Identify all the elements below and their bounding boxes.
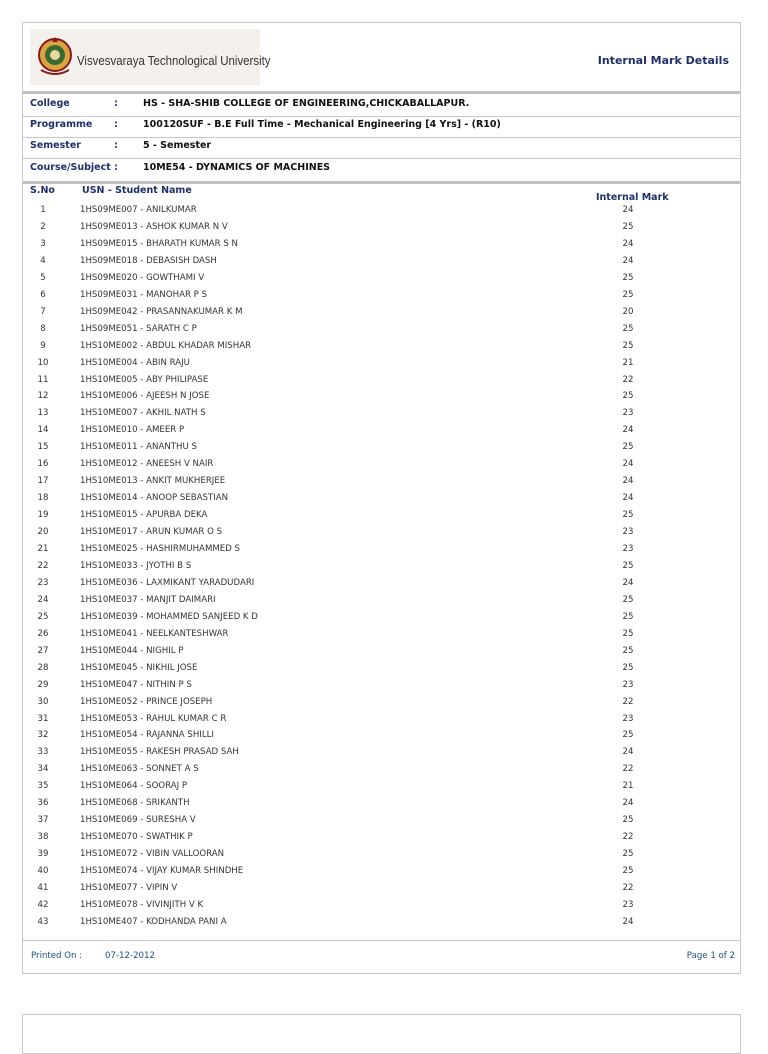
serial-number-cell: 20	[37, 527, 49, 538]
internal-mark-cell: 24	[622, 476, 634, 487]
usn-student-name-cell: 1HS10ME014 - ANOOP SEBASTIAN	[80, 493, 229, 504]
usn-student-name-cell: 1HS10ME078 - VIVINJITH V K	[80, 899, 204, 910]
university-seal-icon	[35, 34, 75, 78]
internal-mark-cell: 22	[622, 696, 634, 707]
serial-number-cell: 34	[37, 764, 49, 775]
serial-number-cell: 15	[37, 442, 49, 453]
table-row	[23, 663, 740, 680]
semester-value: 5 - Semester	[143, 140, 212, 151]
serial-number-cell: 33	[37, 747, 49, 758]
table-row	[23, 646, 740, 663]
internal-mark-cell: 24	[622, 493, 634, 504]
table-row	[23, 544, 740, 561]
serial-number-cell: 38	[37, 832, 49, 843]
usn-student-name-cell: 1HS10ME017 - ARUN KUMAR O S	[80, 527, 223, 538]
table-row	[23, 578, 740, 595]
course-label: Course/Subject :	[30, 162, 118, 173]
serial-number-cell: 2	[40, 221, 46, 232]
row-divider	[23, 116, 740, 117]
table-row	[23, 612, 740, 629]
course-value: 10ME54 - DYNAMICS OF MACHINES	[143, 162, 331, 173]
table-row	[23, 290, 740, 307]
table-top-divider	[23, 181, 740, 184]
table-row	[23, 764, 740, 781]
usn-student-name-cell: 1HS10ME007 - AKHIL NATH S	[80, 408, 206, 419]
usn-student-name-cell: 1HS10ME054 - RAJANNA SHILLI	[80, 730, 214, 741]
usn-student-name-cell: 1HS10ME407 - KODHANDA PANI A	[80, 916, 227, 927]
table-row	[23, 273, 740, 290]
semester-label: Semester	[30, 140, 81, 151]
usn-student-name-cell: 1HS10ME005 - ABY PHILIPASE	[80, 374, 209, 385]
internal-mark-cell: 25	[622, 510, 634, 521]
usn-student-name-cell: 1HS09ME042 - PRASANNAKUMAR K M	[80, 306, 243, 317]
internal-mark-cell: 25	[622, 730, 634, 741]
header-divider	[23, 91, 740, 94]
report-header	[23, 23, 740, 91]
table-row	[23, 917, 740, 934]
table-row	[23, 222, 740, 239]
table-row	[23, 459, 740, 476]
internal-mark-cell: 25	[622, 340, 634, 351]
printed-on-label: Printed On :	[31, 951, 83, 961]
university-name: Visvesvaraya Technological University	[77, 53, 271, 68]
mark-sheet-page	[22, 22, 741, 974]
usn-student-name-cell: 1HS10ME052 - PRINCE JOSEPH	[80, 696, 213, 707]
serial-number-cell: 1	[40, 205, 46, 215]
usn-student-name-cell: 1HS10ME039 - MOHAMMED SANJEED K D	[80, 611, 258, 622]
internal-mark-cell: 25	[622, 645, 634, 656]
table-row	[23, 324, 740, 341]
serial-number-cell: 29	[37, 679, 49, 690]
usn-student-name-cell: 1HS09ME013 - ASHOK KUMAR N V	[80, 221, 228, 232]
university-logo	[30, 29, 271, 85]
internal-mark-cell: 23	[622, 527, 634, 538]
report-footer	[23, 951, 740, 971]
footer-divider	[23, 940, 740, 941]
column-header-student: USN - Student Name	[82, 185, 192, 196]
internal-mark-cell: 25	[622, 272, 634, 283]
internal-mark-cell: 25	[622, 611, 634, 622]
usn-student-name-cell: 1HS10ME064 - SOORAJ P	[80, 781, 188, 792]
serial-number-cell: 5	[40, 272, 46, 283]
usn-student-name-cell: 1HS09ME031 - MANOHAR P S	[80, 289, 208, 300]
usn-student-name-cell: 1HS10ME036 - LAXMIKANT YARADUDARI	[80, 577, 255, 588]
serial-number-cell: 41	[37, 883, 49, 893]
serial-number-cell: 42	[37, 899, 49, 910]
table-row	[23, 832, 740, 849]
table-row	[23, 341, 740, 358]
internal-mark-cell: 25	[622, 560, 634, 571]
usn-student-name-cell: 1HS10ME068 - SRIKANTH	[80, 798, 190, 809]
table-row	[23, 391, 740, 408]
internal-mark-cell: 25	[622, 594, 634, 605]
serial-number-cell: 43	[37, 916, 49, 927]
usn-student-name-cell: 1HS10ME053 - RAHUL KUMAR C R	[80, 713, 227, 724]
table-row	[23, 866, 740, 883]
table-row	[23, 442, 740, 459]
serial-number-cell: 3	[40, 238, 46, 249]
serial-number-cell: 6	[40, 289, 46, 300]
programme-value: 100120SUF - B.E Full Time - Mechanical Engineering [4 Yrs] - (R10)	[143, 119, 501, 130]
internal-mark-cell: 24	[622, 916, 634, 927]
table-row	[23, 307, 740, 324]
table-row	[23, 375, 740, 392]
serial-number-cell: 30	[37, 696, 49, 707]
table-row	[23, 900, 740, 917]
table-row	[23, 493, 740, 510]
next-page-edge	[22, 1014, 741, 1054]
usn-student-name-cell: 1HS10ME010 - AMEER P	[80, 425, 185, 436]
internal-mark-cell: 24	[622, 255, 634, 266]
internal-mark-cell: 23	[622, 899, 634, 910]
serial-number-cell: 22	[37, 560, 49, 571]
internal-mark-cell: 22	[622, 883, 634, 893]
serial-number-cell: 25	[37, 611, 49, 622]
usn-student-name-cell: 1HS10ME077 - VIPIN V	[80, 883, 178, 893]
serial-number-cell: 26	[37, 628, 49, 639]
serial-number-cell: 19	[37, 510, 49, 521]
serial-number-cell: 14	[37, 425, 49, 436]
internal-mark-cell: 25	[622, 289, 634, 300]
table-row	[23, 256, 740, 273]
table-row	[23, 408, 740, 425]
internal-mark-cell: 25	[622, 323, 634, 334]
table-row	[23, 510, 740, 527]
usn-student-name-cell: 1HS10ME025 - HASHIRMUHAMMED S	[80, 544, 241, 554]
internal-mark-cell: 25	[622, 866, 634, 877]
serial-number-cell: 24	[37, 594, 49, 605]
table-row	[23, 747, 740, 764]
usn-student-name-cell: 1HS10ME012 - ANEESH V NAIR	[80, 459, 214, 470]
printed-on-date: 07-12-2012	[105, 951, 155, 961]
serial-number-cell: 11	[37, 374, 49, 385]
usn-student-name-cell: 1HS09ME007 - ANILKUMAR	[80, 205, 197, 215]
internal-mark-cell: 23	[622, 408, 634, 419]
internal-mark-cell: 21	[622, 781, 634, 792]
usn-student-name-cell: 1HS10ME004 - ABIN RAJU	[80, 357, 190, 368]
usn-student-name-cell: 1HS10ME074 - VIJAY KUMAR SHINDHE	[80, 866, 244, 877]
table-row	[23, 629, 740, 646]
serial-number-cell: 16	[37, 459, 49, 470]
usn-student-name-cell: 1HS10ME055 - RAKESH PRASAD SAH	[80, 747, 239, 758]
table-row	[23, 697, 740, 714]
serial-number-cell: 21	[37, 544, 49, 554]
internal-mark-cell: 21	[622, 357, 634, 368]
usn-student-name-cell: 1HS10ME015 - APURBA DEKA	[80, 510, 208, 521]
internal-mark-cell: 25	[622, 442, 634, 453]
college-value: HS - SHA-SHIB COLLEGE OF ENGINEERING,CHICKABALLAPUR.	[143, 98, 470, 109]
usn-student-name-cell: 1HS10ME013 - ANKIT MUKHERJEE	[80, 476, 226, 487]
serial-number-cell: 31	[37, 713, 49, 724]
internal-mark-cell: 23	[622, 713, 634, 724]
table-row	[23, 425, 740, 442]
usn-student-name-cell: 1HS10ME044 - NIGHIL P	[80, 645, 184, 656]
programme-colon: :	[114, 119, 118, 130]
usn-student-name-cell: 1HS10ME041 - NEELKANTESHWAR	[80, 628, 229, 639]
internal-mark-cell: 22	[622, 764, 634, 775]
usn-student-name-cell: 1HS10ME063 - SONNET A S	[80, 764, 199, 775]
usn-student-name-cell: 1HS10ME002 - ABDUL KHADAR MISHAR	[80, 340, 252, 351]
serial-number-cell: 18	[37, 493, 49, 504]
serial-number-cell: 9	[40, 340, 46, 351]
internal-mark-cell: 23	[622, 679, 634, 690]
internal-mark-cell: 24	[622, 577, 634, 588]
serial-number-cell: 7	[40, 306, 46, 317]
usn-student-name-cell: 1HS10ME047 - NITHIN P S	[80, 679, 192, 690]
internal-mark-cell: 24	[622, 459, 634, 470]
usn-student-name-cell: 1HS10ME037 - MANJIT DAIMARI	[80, 594, 216, 605]
internal-mark-cell: 23	[622, 544, 634, 554]
semester-colon: :	[114, 140, 118, 151]
serial-number-cell: 36	[37, 798, 49, 809]
internal-mark-cell: 24	[622, 238, 634, 249]
table-row	[23, 849, 740, 866]
serial-number-cell: 17	[37, 476, 49, 487]
college-label: College	[30, 98, 70, 109]
serial-number-cell: 8	[40, 323, 46, 334]
usn-student-name-cell: 1HS10ME069 - SURESHA V	[80, 815, 196, 826]
report-title: Internal Mark Details	[597, 54, 729, 67]
usn-student-name-cell: 1HS10ME045 - NIKHIL JOSE	[80, 662, 198, 673]
serial-number-cell: 40	[37, 866, 49, 877]
serial-number-cell: 10	[37, 357, 49, 368]
column-header-mark: Internal Mark	[596, 192, 669, 203]
usn-student-name-cell: 1HS10ME033 - JYOTHI B S	[80, 560, 192, 571]
row-divider	[23, 137, 740, 138]
usn-student-name-cell: 1HS09ME051 - SARATH C P	[80, 323, 197, 334]
serial-number-cell: 23	[37, 577, 49, 588]
internal-mark-cell: 25	[622, 221, 634, 232]
internal-mark-cell: 24	[622, 425, 634, 436]
internal-mark-cell: 25	[622, 815, 634, 826]
table-row	[23, 239, 740, 256]
table-row	[23, 680, 740, 697]
usn-student-name-cell: 1HS10ME011 - ANANTHU S	[80, 442, 197, 453]
serial-number-cell: 37	[37, 815, 49, 826]
serial-number-cell: 39	[37, 849, 49, 860]
table-row	[23, 815, 740, 832]
table-row	[23, 714, 740, 731]
internal-mark-cell: 25	[622, 662, 634, 673]
table-row	[23, 730, 740, 747]
usn-student-name-cell: 1HS09ME015 - BHARATH KUMAR S N	[80, 238, 238, 249]
serial-number-cell: 32	[37, 730, 49, 741]
table-row	[23, 205, 740, 222]
serial-number-cell: 27	[37, 645, 49, 656]
internal-mark-cell: 25	[622, 628, 634, 639]
table-row	[23, 527, 740, 544]
table-row	[23, 883, 740, 900]
internal-mark-cell: 22	[622, 374, 634, 385]
internal-mark-cell: 25	[622, 391, 634, 402]
column-header-sno: S.No	[30, 185, 55, 196]
usn-student-name-cell: 1HS10ME006 - AJEESH N JOSE	[80, 391, 210, 402]
college-colon: :	[114, 98, 118, 109]
serial-number-cell: 28	[37, 662, 49, 673]
table-row	[23, 781, 740, 798]
usn-student-name-cell: 1HS09ME020 - GOWTHAMI V	[80, 272, 205, 283]
usn-student-name-cell: 1HS10ME072 - VIBIN VALLOORAN	[80, 849, 225, 860]
internal-mark-cell: 22	[622, 832, 634, 843]
table-row	[23, 595, 740, 612]
serial-number-cell: 12	[37, 391, 49, 402]
serial-number-cell: 35	[37, 781, 49, 792]
page-number: Page 1 of 2	[686, 951, 735, 961]
usn-student-name-cell: 1HS10ME070 - SWATHIK P	[80, 832, 193, 843]
table-row	[23, 476, 740, 493]
table-row	[23, 798, 740, 815]
usn-student-name-cell: 1HS09ME018 - DEBASISH DASH	[80, 255, 217, 266]
internal-mark-cell: 24	[622, 205, 634, 215]
internal-mark-cell: 24	[622, 747, 634, 758]
internal-mark-cell: 25	[622, 849, 634, 860]
programme-label: Programme	[30, 119, 93, 130]
table-row	[23, 561, 740, 578]
serial-number-cell: 4	[40, 255, 46, 266]
serial-number-cell: 13	[37, 408, 49, 419]
internal-mark-cell: 20	[622, 306, 634, 317]
table-row	[23, 358, 740, 375]
internal-mark-cell: 24	[622, 798, 634, 809]
row-divider	[23, 158, 740, 159]
